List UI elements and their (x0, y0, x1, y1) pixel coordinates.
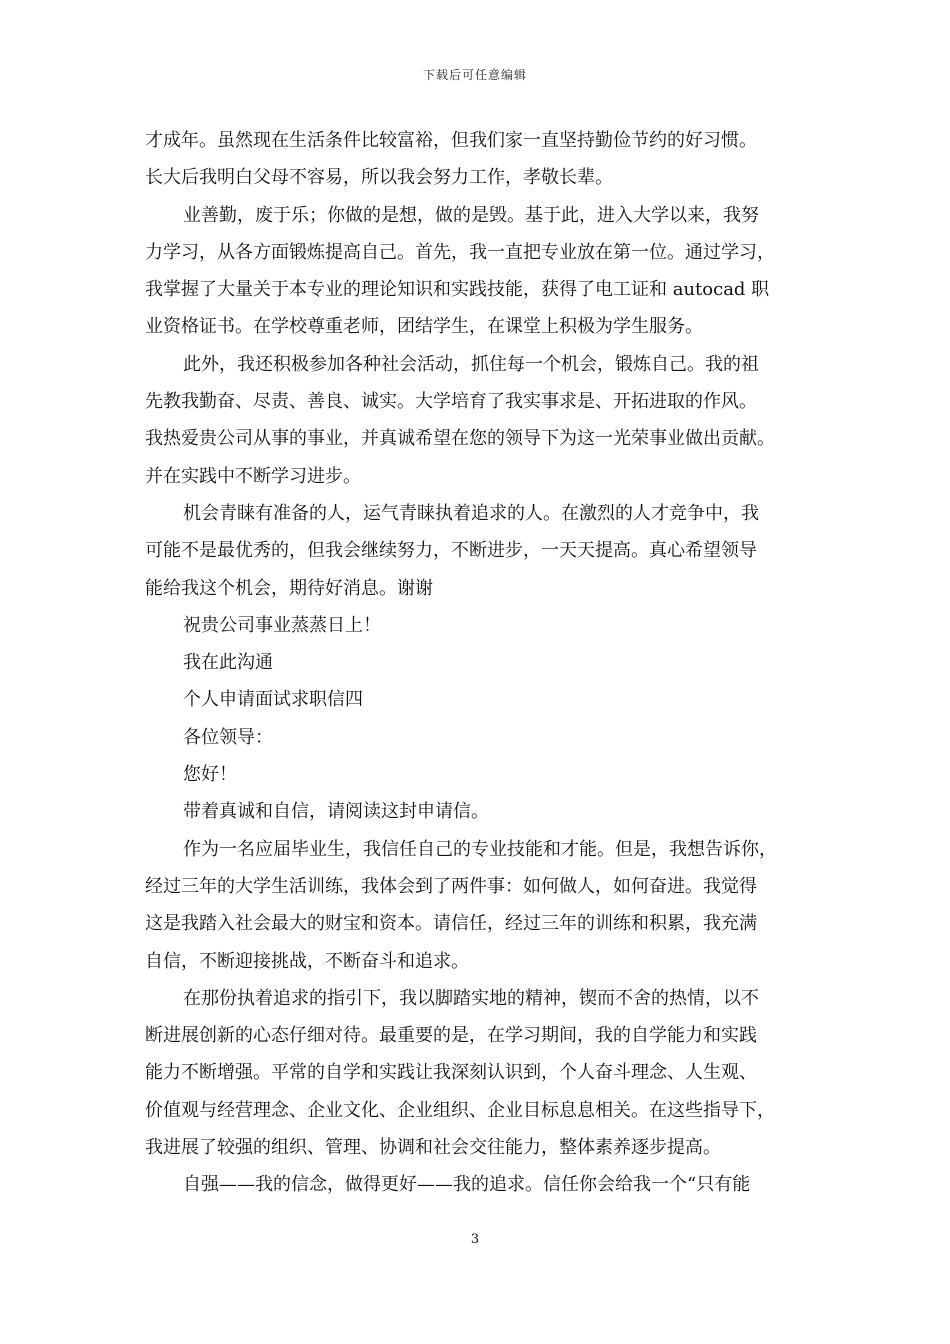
text-line: 自强——我的信念，做得更好——我的追求。信任你会给我一个“只有能 (183, 1174, 751, 1196)
text-line: 长大后我明白父母不容易，所以我会努力工作，孝敬长辈。 (145, 167, 613, 189)
text-line: 在那份执着追求的指引下，我以脚踏实地的精神，锲而不舍的热情，以不 (183, 987, 759, 1009)
text-line: 业资格证书。在学校尊重老师，团结学生，在课堂上积极为学生服务。 (145, 316, 703, 338)
text-line: 您好！ (183, 764, 237, 786)
text-line: 业善勤，废于乐；你做的是想，做的是毁。基于此，进入大学以来，我努 (183, 204, 759, 226)
text-line: 断进展创新的心态仔细对待。最重要的是，在学习期间，我的自学能力和实践 (145, 1025, 757, 1047)
text-line: 我热爱贵公司从事的事业，并真诚希望在您的领导下为这一光荣事业做出贡献。 (145, 428, 775, 450)
text-line: 能给我这个机会，期待好消息。谢谢 (145, 577, 433, 599)
page-number: 3 (470, 1232, 480, 1247)
text-line: 此外，我还积极参加各种社会活动，抓住每一个机会，锻炼自己。我的祖 (183, 353, 759, 375)
text-line: 我在此沟通 (183, 652, 273, 674)
text-line: 自信，不断迎接挑战，不断奋斗和追求。 (145, 950, 469, 972)
text-line: 祝贵公司事业蒸蒸日上！ (183, 614, 381, 636)
text-line: 作为一名应届毕业生，我信任自己的专业技能和才能。但是，我想告诉你， (183, 838, 777, 860)
text-line: 机会青睐有准备的人，运气青睐执着追求的人。在激烈的人才竞争中，我 (183, 502, 759, 524)
text-line: 这是我踏入社会最大的财宝和资本。请信任，经过三年的训练和积累，我充满 (145, 913, 757, 935)
page-header: 下载后可任意编辑 (422, 68, 527, 82)
text-line: 先教我勤奋、尽责、善良、诚实。大学培育了我实事求是、开拓进取的作风。 (145, 391, 757, 413)
text-line: 我进展了较强的组织、管理、协调和社会交往能力，整体素养逐步提高。 (145, 1137, 721, 1159)
text-line: 我掌握了大量关于本专业的理论知识和实践技能，获得了电工证和 autocad 职 (145, 279, 770, 301)
document-body (145, 122, 805, 1204)
text-line: 才成年。虽然现在生活条件比较富裕，但我们家一直坚持勤俭节约的好习惯。 (145, 130, 757, 151)
text-line: 经过三年的大学生活训练，我体会到了两件事：如何做人，如何奋进。我觉得 (145, 875, 757, 897)
text-line: 带着真诚和自信，请阅读这封申请信。 (183, 801, 489, 823)
text-line: 力学习，从各方面锻炼提高自己。首先，我一直把专业放在第一位。通过学习， (145, 241, 775, 263)
text-line: 各位领导： (183, 726, 273, 748)
text-line: 个人申请面试求职信四 (183, 689, 363, 711)
text-line: 能力不断增强。平常的自学和实践让我深刻认识到，个人奋斗理念、人生观、 (145, 1062, 757, 1084)
text-line: 价值观与经营理念、企业文化、企业组织、企业目标息息相关。在这些指导下， (145, 1099, 775, 1121)
text-line: 并在实践中不断学习进步。 (145, 465, 361, 487)
text-line: 可能不是最优秀的，但我会继续努力，不断进步，一天天提高。真心希望领导 (145, 540, 757, 562)
